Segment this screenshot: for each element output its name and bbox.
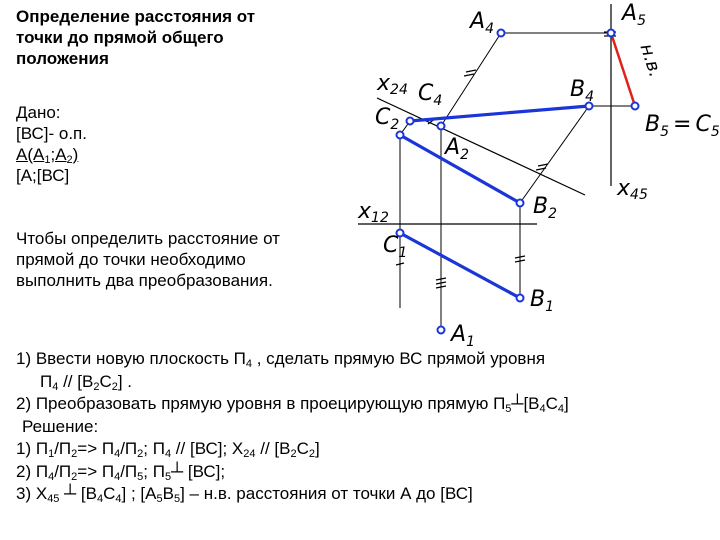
point-b5c5 xyxy=(632,103,639,110)
title-line-3: положения xyxy=(16,49,109,68)
solution-heading: Решение: xyxy=(22,416,99,436)
label-a5: $A_5$ xyxy=(622,1,646,29)
given-heading: Дано: xyxy=(16,103,61,122)
label-a4: $A_4$ xyxy=(470,9,494,37)
given-line-3: [А;[ВС] xyxy=(16,166,70,185)
purpose-line-3: выполнить два преобразования. xyxy=(16,271,273,290)
label-x45: x45 xyxy=(617,176,648,203)
label-x12: x12 xyxy=(358,199,389,226)
point-a5 xyxy=(608,30,615,37)
label-a2: $A_2$ xyxy=(445,135,469,163)
point-a1 xyxy=(438,327,445,334)
label-b1: $B_1$ xyxy=(530,287,555,315)
given-line-1: [ВС]- о.п. xyxy=(16,124,87,143)
label-b4: $B_4$ xyxy=(570,77,595,105)
point-b1 xyxy=(517,295,524,302)
step-1-cont: $П_4 // [В_2С_2]$ . xyxy=(40,371,133,393)
point-a4 xyxy=(498,30,505,37)
step-2: 2) Преобразовать прямую уровня в проецирующую прямую $П_5┴[В_4С_4]$ xyxy=(16,394,569,415)
given-line-2: $А(А_1;А_2)$ xyxy=(16,145,79,166)
true-distance-line xyxy=(611,33,635,106)
label-x24: x24 xyxy=(377,71,408,98)
line-bc-projections xyxy=(400,106,589,298)
line-b1c1 xyxy=(400,233,520,298)
solution-1: 1) $П_1/П_2=> П_4/П_2$; $П_4 // [ВС]$; $Х_{24} // [В_2С_2]$ xyxy=(16,439,320,460)
title-line-1: Определение расстояния от xyxy=(16,7,256,26)
point-a2 xyxy=(438,123,445,130)
label-c2: $C_2$ xyxy=(375,105,400,133)
solution-3: 3) $Х_{45}$ ┴ $[В_4С_4]$ ; $[А_5В_5] - н.в$. расстояния от точки А до [ВС] xyxy=(16,484,473,505)
title-line-2: точки до прямой общего xyxy=(16,28,224,47)
label-b2: $B_2$ xyxy=(533,194,558,222)
purpose-line-2: прямой до точки необходимо xyxy=(16,250,246,269)
projection-lines xyxy=(400,33,635,330)
point-c4 xyxy=(407,118,414,125)
step-1: 1) Ввести новую плоскость $П_4$ , сделать прямую ВС прямой уровня xyxy=(16,349,546,370)
label-c4: $C_4$ xyxy=(418,81,443,109)
point-b2 xyxy=(517,200,524,207)
label-b5c5: $B_5 = C_5$ xyxy=(645,112,720,140)
label-c1: $C_1$ xyxy=(383,233,408,261)
points xyxy=(397,30,639,334)
label-true-size: н.в. xyxy=(635,41,666,80)
label-a1: $A_1$ xyxy=(451,322,475,350)
solution-2: 2) $П_4/П_2=> П_4/П_5$; $П_5┴$ [ВС]; xyxy=(16,461,226,483)
point-labels xyxy=(357,1,720,350)
purpose-line-1: Чтобы определить расстояние от xyxy=(16,229,280,248)
